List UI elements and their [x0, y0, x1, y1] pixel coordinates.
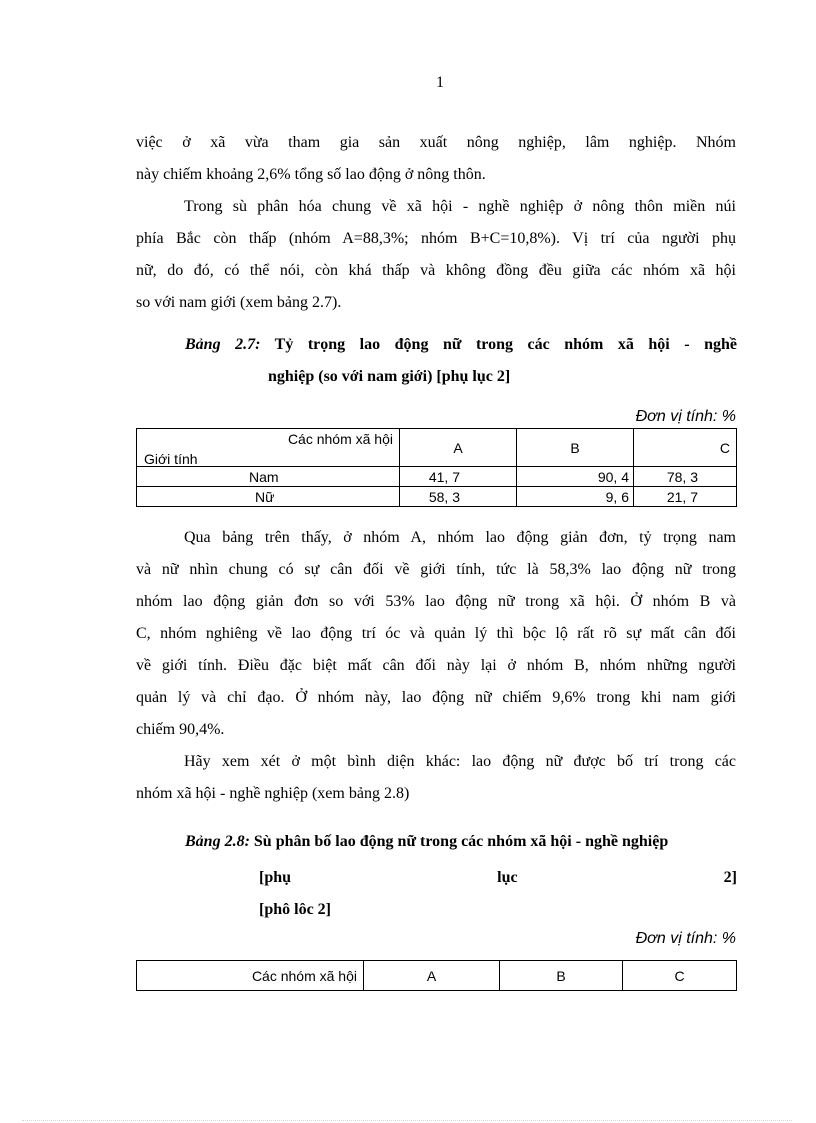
table-cell: 58, 3 [400, 487, 517, 507]
paragraph-3 [136, 522, 736, 746]
table-header-gender: Giới tính [144, 451, 198, 467]
table-header-cell: B [517, 429, 634, 467]
paragraph-3-line: C, nhóm nghiêng về lao động trí óc và quản lý thì bộc lộ rất rõ sự mất cân đối [136, 625, 736, 642]
table-2-8-unit: Đơn vị tính: % [635, 930, 736, 947]
paragraph-1 [136, 127, 736, 191]
paragraph-3-line: quản lý và chỉ đạo. Ở nhóm này, lao động nữ chiếm 9,6% trong khi nam giới [136, 689, 736, 706]
page-bottom-rule [22, 1120, 792, 1121]
table-cell-label: Nam [137, 467, 400, 487]
table-2-8-caption-line2 [259, 862, 737, 894]
paragraph-2 [136, 191, 736, 319]
table-header-groups: Các nhóm xã hội [287, 431, 393, 447]
table-header-cell: C [623, 961, 737, 991]
table-header-cell: A [400, 429, 517, 467]
table-cell: 78, 3 [634, 467, 737, 487]
table-row [137, 467, 737, 487]
table-row [137, 487, 737, 507]
paragraph-4-line: Hãy xem xét ở một bình diện khác: lao động nữ được bố trí trong các [184, 753, 736, 770]
paragraph-3-line: chiếm 90,4%. [136, 721, 225, 738]
table-cell: 90, 4 [517, 467, 634, 487]
paragraph-1-line: việc ở xã vừa tham gia sản xuất nông nghiệp, lâm nghiệp. Nhóm [136, 134, 736, 151]
table-2-7-caption [185, 329, 737, 361]
caption-word: 2] [723, 869, 737, 886]
page-number: 1 [436, 74, 444, 91]
paragraph-3-line: nhóm lao động giản đơn so với 53% lao động nữ trong xã hội. Ở nhóm B và [136, 593, 736, 610]
table-header-cell: C [634, 429, 737, 467]
paragraph-4-line: nhóm xã hội - nghề nghiệp (xem bảng 2.8) [136, 785, 410, 802]
paragraph-4 [136, 746, 736, 810]
table-cell-label: Nữ [137, 487, 400, 507]
table-2-7-caption-line1: Tỷ trọng lao động nữ trong các nhóm xã hội - nghề [274, 336, 737, 353]
table-header-corner [137, 429, 400, 467]
paragraph-3-line: Qua bảng trên thấy, ở nhóm A, nhóm lao động giản đơn, tỷ trọng nam [184, 529, 736, 546]
paragraph-2-line: nữ, do đó, có thể nói, còn khá thấp và không đồng đều giữa các nhóm xã hội [136, 262, 736, 279]
table-2-7-unit: Đơn vị tính: % [635, 408, 736, 425]
table-2-7-caption-line2: nghiệp (so với nam giới) [phụ lục 2] [268, 368, 511, 385]
table-2-8-caption-line3: [phô lôc 2] [259, 901, 331, 918]
paragraph-2-line: so với nam giới (xem bảng 2.7). [136, 294, 342, 311]
table-cell: 21, 7 [634, 487, 737, 507]
paragraph-3-line: và nữ nhìn chung có sự cân đối về giới tính, tức là 58,3% lao động nữ trong [136, 561, 736, 578]
table-row [137, 429, 737, 467]
table-2-7 [136, 428, 737, 507]
table-2-8-caption-label: Bảng 2.8: [185, 833, 250, 850]
paragraph-2-line: phía Bắc còn thấp (nhóm A=88,3%; nhóm B+C=10,8%). Vị trí của người phụ [136, 230, 736, 247]
table-2-8-caption-line1: Sù phân bố lao động nữ trong các nhóm xã hội - nghề nghiệp [253, 833, 669, 850]
paragraph-3-line: về giới tính. Điều đặc biệt mất cân đối này lại ở nhóm B, nhóm những người [136, 657, 736, 674]
table-header-cell: B [500, 961, 623, 991]
caption-word: lục [497, 869, 518, 886]
table-header-groups: Các nhóm xã hội [137, 961, 364, 991]
table-cell: 9, 6 [517, 487, 634, 507]
table-cell: 41, 7 [400, 467, 517, 487]
table-2-7-caption-label: Bảng 2.7: [185, 336, 261, 353]
table-2-8-caption [185, 826, 668, 858]
paragraph-2-line: Trong sù phân hóa chung về xã hội - nghề nghiệp ở nông thôn miền núi [184, 198, 736, 215]
table-2-8 [136, 960, 737, 991]
paragraph-1-line: này chiếm khoảng 2,6% tổng số lao động ở nông thôn. [136, 166, 486, 183]
table-row [137, 961, 737, 991]
caption-word: [phụ [259, 869, 292, 886]
table-header-cell: A [364, 961, 500, 991]
